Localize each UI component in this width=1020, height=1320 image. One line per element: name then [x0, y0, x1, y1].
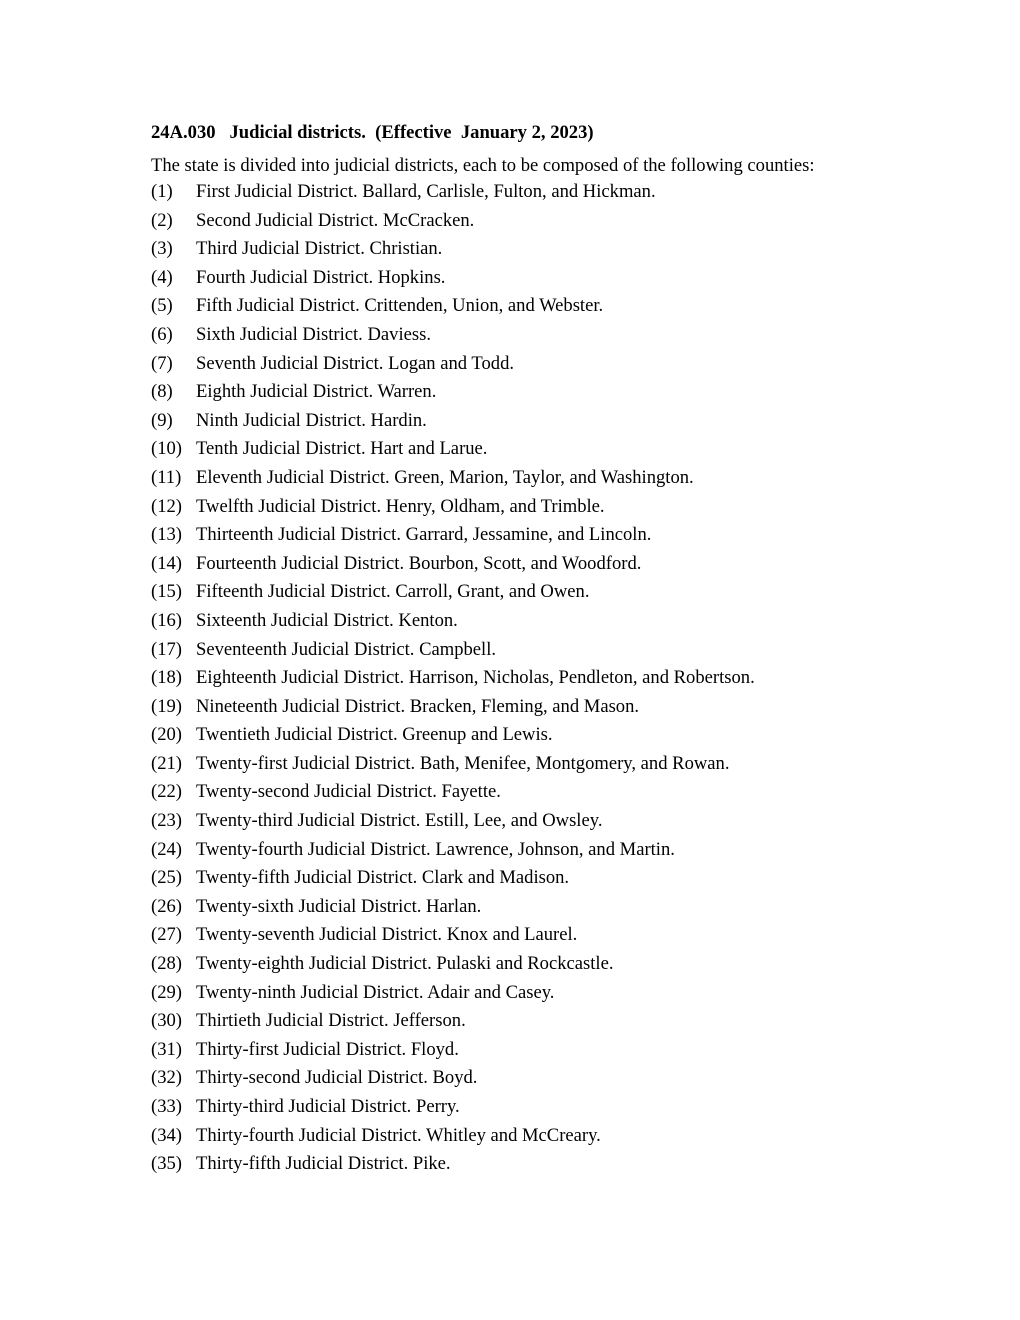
- list-item: [151, 207, 911, 236]
- list-item-number: (17): [151, 638, 182, 660]
- list-item: [151, 321, 911, 350]
- list-item: [151, 979, 911, 1008]
- list-item-number: (1): [151, 181, 173, 202]
- list-item-number: (31): [151, 1038, 182, 1060]
- list-item-number: (22): [151, 781, 182, 803]
- list-item-number: (16): [151, 609, 182, 631]
- list-item-text: Fourth Judicial District. Hopkins.: [196, 266, 446, 288]
- list-item: [151, 578, 911, 607]
- document-page: [151, 121, 911, 1179]
- list-item-number: (34): [151, 1124, 182, 1146]
- list-item: [151, 264, 911, 293]
- list-item-number: (35): [151, 1153, 182, 1175]
- list-item: [151, 550, 911, 579]
- list-item: [151, 493, 911, 522]
- list-item-text: Seventeenth Judicial District. Campbell.: [196, 638, 497, 660]
- list-item-number: (28): [151, 953, 182, 975]
- list-item-text: Sixteenth Judicial District. Kenton.: [196, 609, 458, 631]
- list-item-number: (4): [151, 266, 173, 288]
- list-item: [151, 1150, 911, 1179]
- list-item-number: (12): [151, 495, 182, 517]
- list-item: [151, 378, 911, 407]
- list-item-text: Tenth Judicial District. Hart and Larue.: [196, 438, 488, 460]
- list-item-text: First Judicial District. Ballard, Carlisle, Fulton, and Hickman.: [196, 181, 656, 202]
- list-item-number: (5): [151, 295, 173, 317]
- intro-paragraph: The state is divided into judicial districts, each to be composed of the following counties:: [151, 155, 815, 176]
- list-item: [151, 750, 911, 779]
- list-item-number: (2): [151, 209, 173, 231]
- list-item: [151, 921, 911, 950]
- list-item: [151, 636, 911, 665]
- list-item-text: Twenty-first Judicial District. Bath, Menifee, Montgomery, and Rowan.: [196, 752, 730, 774]
- list-item: [151, 664, 911, 693]
- list-item: [151, 464, 911, 493]
- list-item-text: Twenty-eighth Judicial District. Pulaski and Rockcastle.: [196, 953, 614, 975]
- list-item: [151, 950, 911, 979]
- list-item-text: Twenty-fifth Judicial District. Clark and Madison.: [196, 867, 570, 889]
- list-item-number: (6): [151, 323, 173, 345]
- list-item-number: (20): [151, 724, 182, 746]
- list-item-text: Sixth Judicial District. Daviess.: [196, 323, 431, 345]
- list-item-text: Thirty-third Judicial District. Perry.: [196, 1096, 460, 1117]
- list-item-text: Twenty-ninth Judicial District. Adair and Casey.: [196, 981, 555, 1003]
- list-item-number: (29): [151, 981, 182, 1003]
- list-item: [151, 1036, 911, 1065]
- list-item-text: Eleventh Judicial District. Green, Marion, Taylor, and Washington.: [196, 466, 694, 488]
- district-list: [151, 178, 911, 1179]
- list-item: [151, 407, 911, 436]
- list-item: [151, 864, 911, 893]
- list-item-number: (24): [151, 838, 182, 860]
- list-item-text: Twentieth Judicial District. Greenup and Lewis.: [196, 724, 553, 746]
- list-item-text: Twenty-second Judicial District. Fayette.: [196, 781, 501, 803]
- list-item: [151, 235, 911, 264]
- list-item-number: (10): [151, 438, 182, 460]
- list-item-number: (7): [151, 352, 173, 374]
- list-item-number: (33): [151, 1096, 182, 1117]
- list-item-text: Eighth Judicial District. Warren.: [196, 381, 437, 403]
- list-item: [151, 292, 911, 321]
- list-item: [151, 721, 911, 750]
- list-item-text: Thirtieth Judicial District. Jefferson.: [196, 1010, 466, 1032]
- list-item: [151, 807, 911, 836]
- list-item: [151, 1093, 911, 1122]
- list-item-number: (30): [151, 1010, 182, 1032]
- list-item-number: (13): [151, 524, 182, 546]
- list-item-text: Fourteenth Judicial District. Bourbon, Scott, and Woodford.: [196, 552, 642, 574]
- list-item-number: (25): [151, 867, 182, 889]
- list-item-text: Twenty-sixth Judicial District. Harlan.: [196, 895, 482, 917]
- list-item-text: Thirty-fourth Judicial District. Whitley and McCreary.: [196, 1124, 601, 1146]
- list-item-number: (15): [151, 581, 182, 603]
- list-item-number: (14): [151, 552, 182, 574]
- list-item-text: Twenty-fourth Judicial District. Lawrence, Johnson, and Martin.: [196, 838, 675, 860]
- list-item: [151, 178, 911, 207]
- list-item-text: Second Judicial District. McCracken.: [196, 209, 475, 231]
- list-item-number: (11): [151, 466, 182, 488]
- list-item-number: (19): [151, 695, 182, 717]
- list-item-text: Twelfth Judicial District. Henry, Oldham, and Trimble.: [196, 495, 605, 517]
- statute-heading: 24A.030 Judicial districts. (Effective January 2, 2023): [151, 122, 594, 143]
- list-item-number: (27): [151, 924, 182, 946]
- list-item-text: Twenty-seventh Judicial District. Knox and Laurel.: [196, 924, 578, 946]
- list-item-text: Thirty-second Judicial District. Boyd.: [196, 1067, 478, 1089]
- list-item: [151, 893, 911, 922]
- list-item-text: Twenty-third Judicial District. Estill, Lee, and Owsley.: [196, 810, 603, 832]
- list-item-number: (32): [151, 1067, 182, 1089]
- list-item: [151, 836, 911, 865]
- list-item-text: Eighteenth Judicial District. Harrison, Nicholas, Pendleton, and Robertson.: [196, 667, 755, 689]
- list-item-text: Thirteenth Judicial District. Garrard, Jessamine, and Lincoln.: [196, 524, 652, 546]
- list-item: [151, 1064, 911, 1093]
- list-item: [151, 521, 911, 550]
- list-item-number: (18): [151, 667, 182, 689]
- list-item: [151, 778, 911, 807]
- list-item-text: Ninth Judicial District. Hardin.: [196, 409, 427, 431]
- list-item: [151, 693, 911, 722]
- list-item: [151, 350, 911, 379]
- list-item-text: Thirty-first Judicial District. Floyd.: [196, 1038, 459, 1060]
- list-item-text: Third Judicial District. Christian.: [196, 238, 443, 260]
- list-item: [151, 607, 911, 636]
- list-item: [151, 435, 911, 464]
- list-item-number: (21): [151, 752, 182, 774]
- list-item-text: Thirty-fifth Judicial District. Pike.: [196, 1153, 451, 1175]
- list-item-text: Fifteenth Judicial District. Carroll, Grant, and Owen.: [196, 581, 590, 603]
- list-item-number: (26): [151, 895, 182, 917]
- list-item-number: (23): [151, 810, 182, 832]
- list-item-text: Fifth Judicial District. Crittenden, Union, and Webster.: [196, 295, 604, 317]
- list-item: [151, 1007, 911, 1036]
- list-item-number: (3): [151, 238, 173, 260]
- list-item-number: (8): [151, 381, 173, 403]
- list-item-text: Nineteenth Judicial District. Bracken, Fleming, and Mason.: [196, 695, 640, 717]
- list-item: [151, 1122, 911, 1151]
- list-item-number: (9): [151, 409, 173, 431]
- list-item-text: Seventh Judicial District. Logan and Todd.: [196, 352, 515, 374]
